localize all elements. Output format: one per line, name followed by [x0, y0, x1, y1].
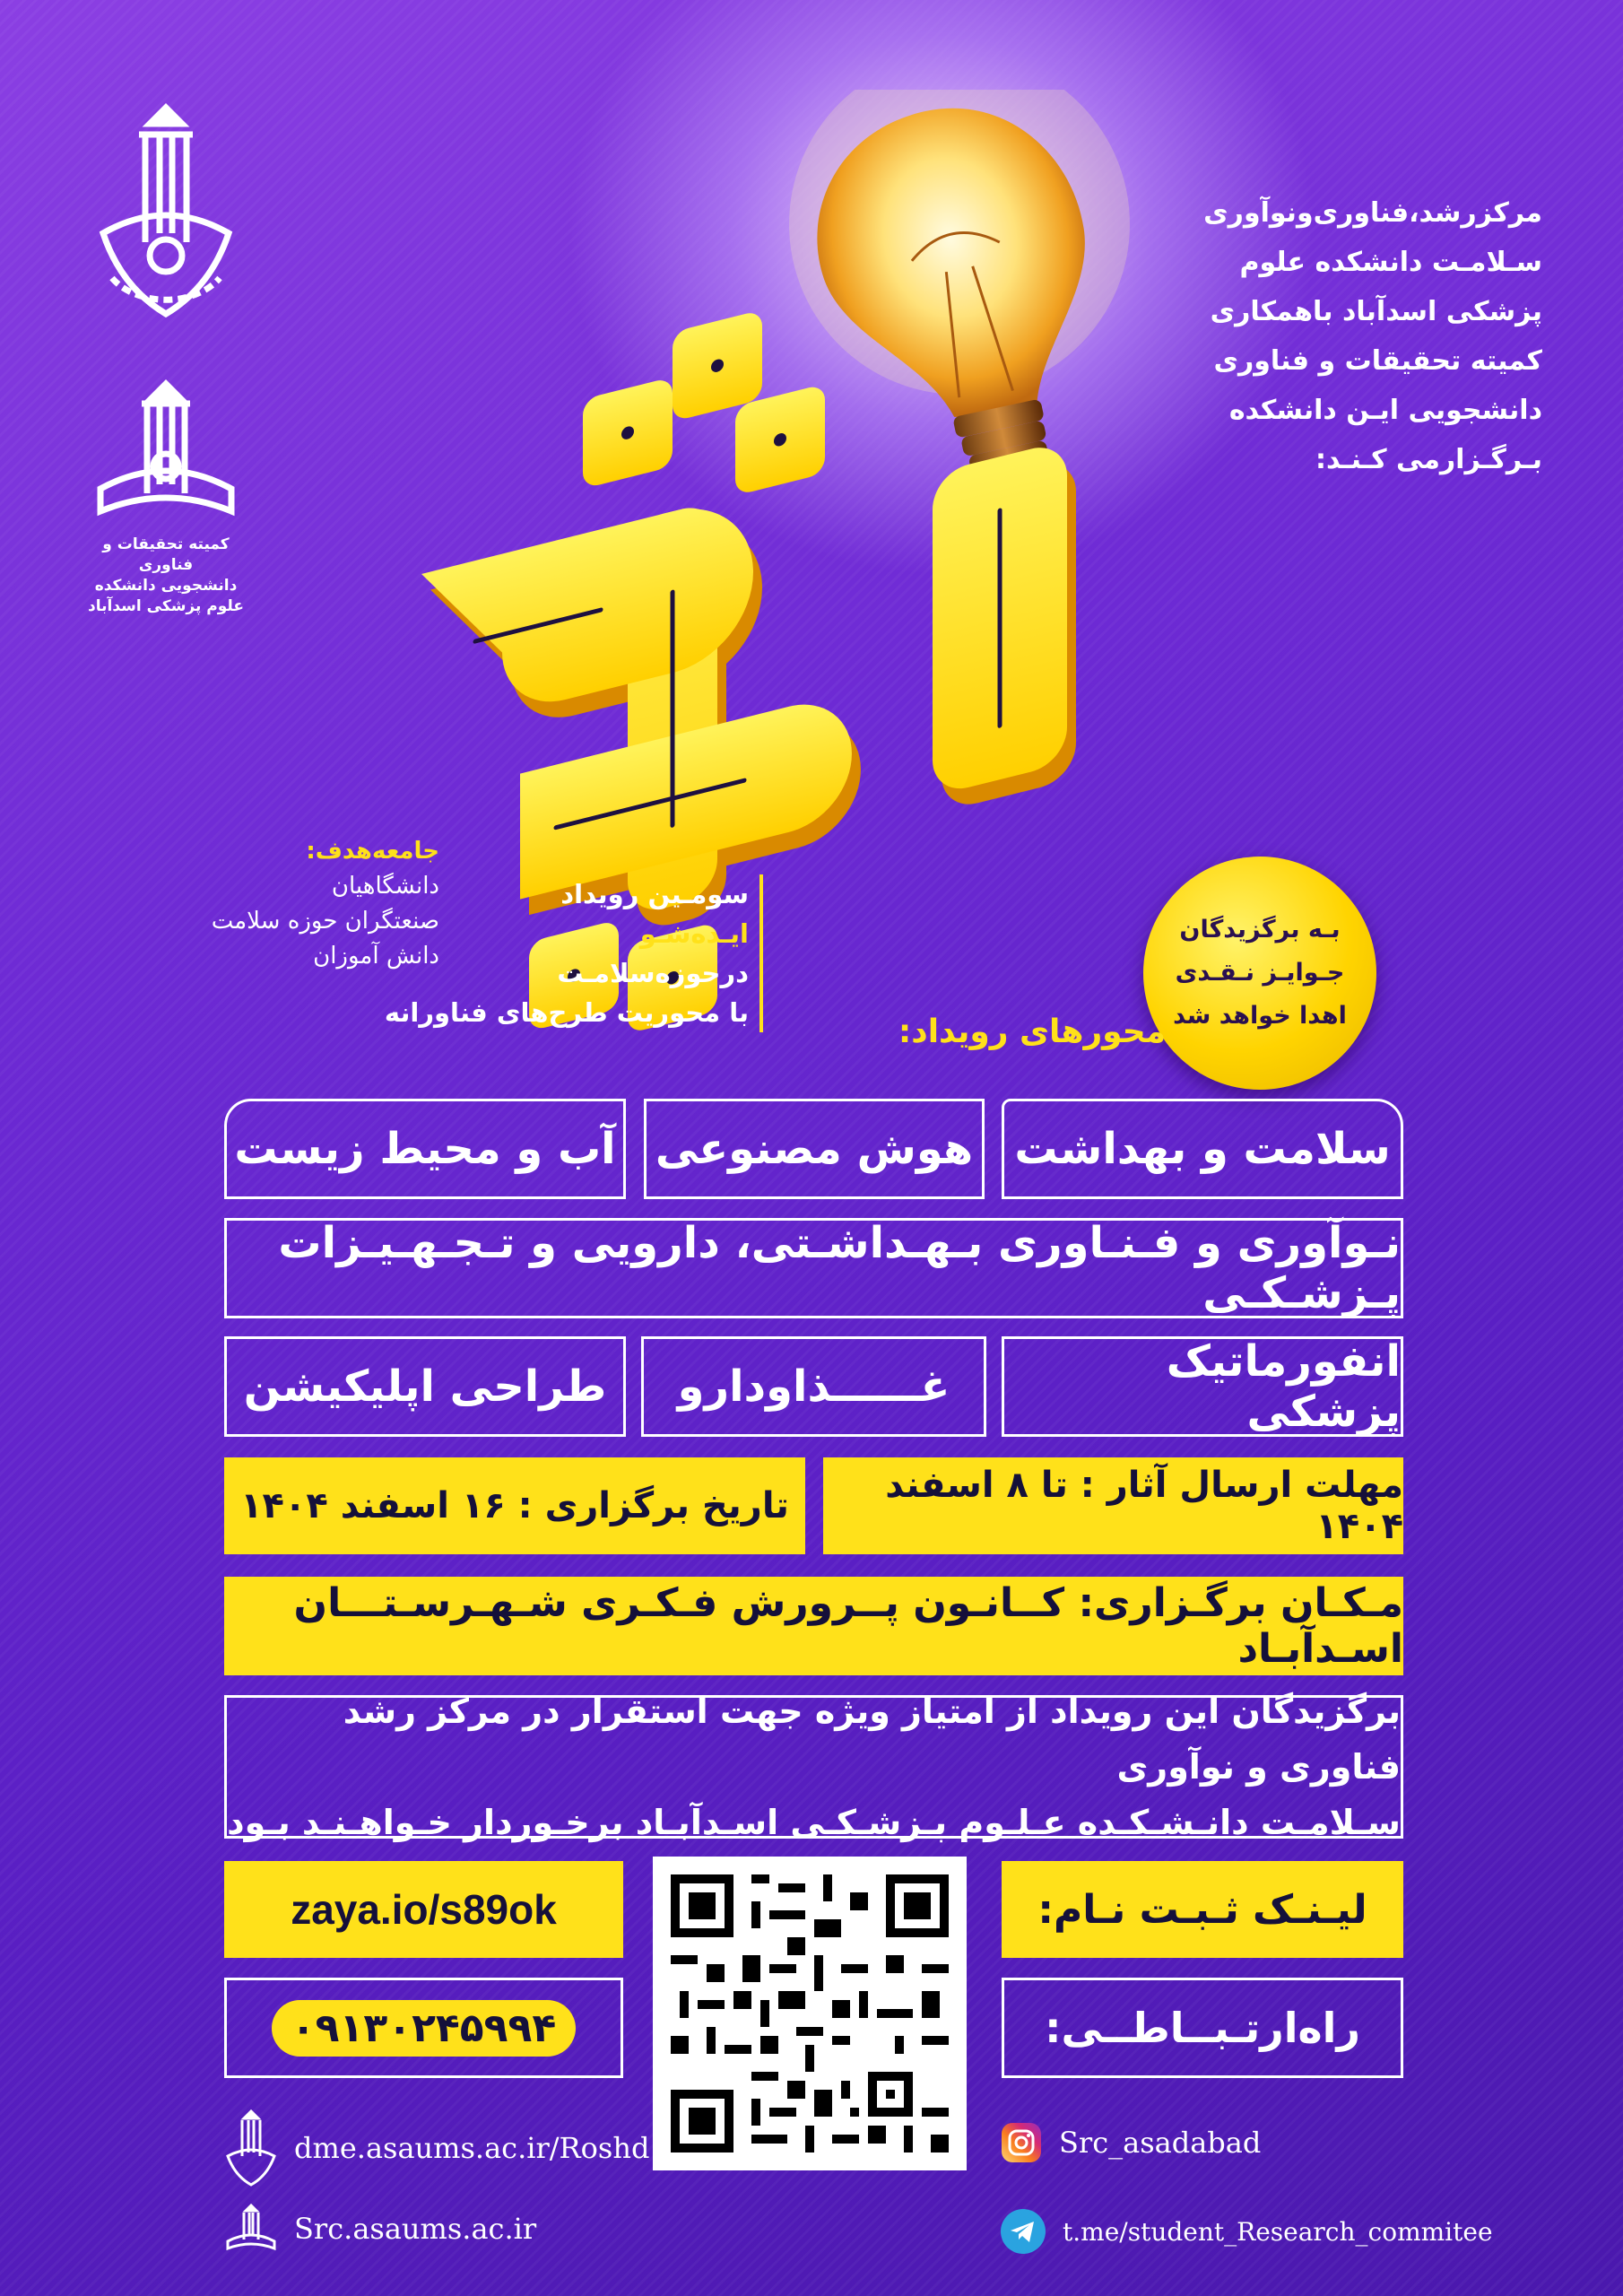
phone-number[interactable]: ۰۹۱۳۰۲۴۵۹۹۴: [272, 2000, 576, 2057]
topic-label: سلامت و بهداشت: [1014, 1124, 1391, 1174]
contact-label-box: [1002, 1978, 1403, 2078]
event-name: ایـده‌شـو: [639, 918, 749, 949]
research-committee-logo: [85, 377, 247, 617]
topics-heading: محورهای رویداد:: [898, 1013, 1166, 1050]
footer-website2[interactable]: [224, 2202, 536, 2256]
event-line: با محوریت طرح‌های فناورانه: [384, 997, 749, 1028]
contact-label: راه‌ارتـبــاطــی:: [1045, 2004, 1360, 2052]
topic-label: هوش مصنوعی: [655, 1124, 974, 1174]
intro-line: مرکزرشد،فناوری‌ونوآوری: [1203, 197, 1542, 229]
deadline-box: [823, 1457, 1403, 1554]
event-line: درحوزه‌سلامـت: [557, 958, 749, 988]
registration-link[interactable]: zaya.io/s89ok: [291, 1886, 557, 1933]
audience-heading: جامعه‌هدف:: [306, 838, 439, 865]
telegram-icon: [1000, 2208, 1046, 2255]
venue-text: مـکـان برگـزاری: کــانـون پــرورش فـکـری شـهـرسـتـــان اسـدآبـاد: [293, 1580, 1403, 1672]
footer-telegram[interactable]: [1000, 2208, 1493, 2255]
topic-box: [644, 1099, 985, 1199]
audience-item: صنعتگران حوزه سلامت: [211, 908, 439, 935]
research-committee-small-icon: [224, 2202, 278, 2256]
footer-instagram[interactable]: [1000, 2121, 1261, 2164]
prize-line: اهدا خواهد شد: [1173, 1002, 1347, 1030]
registration-link-box[interactable]: [224, 1861, 623, 1958]
growth-center-small-icon: [224, 2108, 278, 2188]
audience-item: دانش آموزان: [313, 943, 439, 970]
qr-code-pattern: [653, 1857, 967, 2170]
topic-label: نـوآوری و فـنـاوری بـهـداشـتی، دارویی و تـجـهـیـزات پـزشـکـی: [278, 1218, 1401, 1318]
target-audience: [197, 834, 439, 974]
telegram-link[interactable]: t.me/student_Research_commitee: [1063, 2216, 1493, 2247]
website2-link[interactable]: Src.asaums.ac.ir: [294, 2212, 537, 2246]
logo-caption-line3: علوم پزشکی اسدآباد: [88, 596, 244, 615]
intro-line: کمیته تحقیقات و فناوری: [1213, 345, 1542, 377]
instagram-icon: [1000, 2121, 1043, 2164]
registration-label-box: [1002, 1861, 1403, 1958]
qr-code[interactable]: [653, 1857, 967, 2170]
intro-line: بـرگـزارمی‌ کـنـد:: [1315, 444, 1542, 475]
venue-box: [224, 1577, 1403, 1675]
website1-link[interactable]: dme.asaums.ac.ir/Roshd: [294, 2131, 650, 2165]
event-date-text: تاریخ برگزاری : ۱۶ اسفند ۱۴۰۴: [240, 1485, 789, 1526]
logo-caption-line2: دانشجویی دانشکده: [94, 576, 238, 595]
topic-box-wide: [224, 1218, 1403, 1318]
topic-box: [224, 1099, 626, 1199]
topic-box: [1002, 1099, 1403, 1199]
prize-badge: [1143, 857, 1376, 1090]
topic-label: طراحی اپلیکیشن: [243, 1361, 607, 1412]
instagram-handle[interactable]: Src_asadabad: [1059, 2126, 1262, 2160]
audience-item: دانشگاهیان: [331, 873, 439, 900]
prize-line: بـه برگزیدگان: [1179, 916, 1341, 944]
phone-box[interactable]: [224, 1978, 623, 2078]
topic-box: [224, 1336, 626, 1437]
topic-box: [1002, 1336, 1403, 1437]
topic-label: غــــــذاودارو: [677, 1361, 950, 1412]
growth-center-logo: [85, 99, 247, 332]
intro-line: پزشکی اسدآباد باهمکاری: [1210, 296, 1542, 327]
intro-line: سـلامـت دانشکده علوم: [1239, 247, 1542, 278]
event-line: سومـین رویداد: [560, 879, 749, 909]
event-date-box: [224, 1457, 805, 1554]
deadline-text: مهلت ارسال آثار : تا ۸ اسفند ۱۴۰۴: [885, 1465, 1403, 1547]
benefit-line: سـلامـت دانـشـکـده عـلـوم پـزشـکـی اسـدآبـاد برخـوردار خـواهـنـد بـود: [227, 1803, 1401, 1842]
intro-line: دانشجویی ایـن دانشکده: [1228, 395, 1542, 426]
logo-caption-line1: کمیته تحقیقات و فناوری: [102, 535, 230, 574]
intro-text: [1184, 188, 1542, 484]
topic-box: [641, 1336, 986, 1437]
logo-research-committee-icon: [90, 377, 242, 529]
topic-label: انفورماتیک پزشکی: [1166, 1336, 1401, 1437]
benefit-line: برگزیدگان این رویداد از امتیاز ویژه جهت استقرار در مرکز رشد فناوری و نوآوری: [343, 1692, 1401, 1787]
prize-line: جـوایـز نـقـدی: [1175, 959, 1345, 987]
footer-website1[interactable]: [224, 2108, 649, 2188]
topic-label: آب و محیط زیست: [234, 1124, 616, 1174]
logo-growth-center-icon: [90, 99, 242, 332]
benefit-box: [224, 1692, 1403, 1842]
registration-label: لیـنـک ثـبـت نـام:: [1037, 1886, 1367, 1933]
